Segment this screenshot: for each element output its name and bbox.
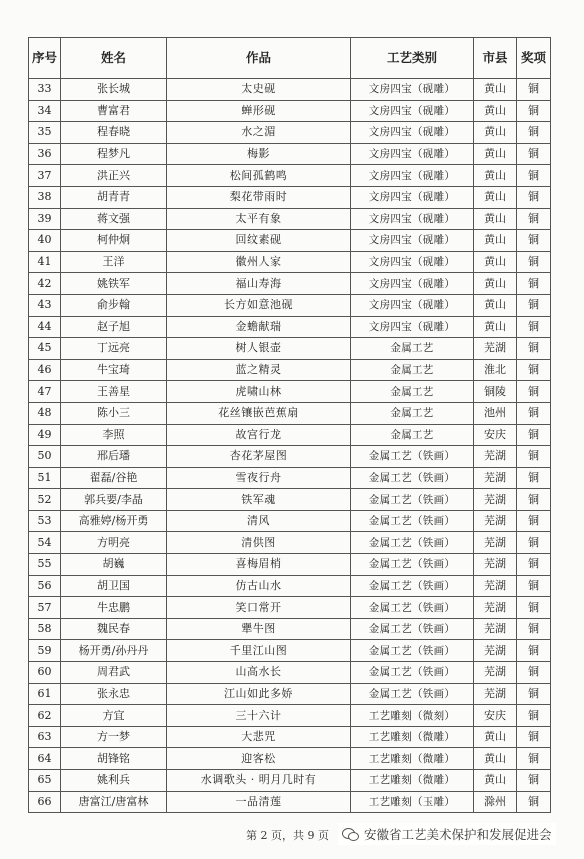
cell-craft: 金属工艺（铁画） — [351, 510, 474, 532]
table-row — [29, 79, 551, 101]
cell-award: 铜 — [517, 251, 551, 273]
cell-index: 49 — [29, 424, 61, 446]
table-row — [29, 381, 551, 403]
cell-index: 60 — [29, 662, 61, 684]
cell-name: 邢后璠 — [61, 446, 167, 468]
cell-award: 铜 — [517, 554, 551, 576]
cell-city: 芜湖 — [474, 662, 517, 684]
cell-work: 蝉形砚 — [167, 100, 351, 122]
cell-city: 池州 — [474, 402, 517, 424]
cell-name: 郭兵要/李晶 — [61, 489, 167, 511]
cell-name: 蒋文强 — [61, 208, 167, 230]
table-row — [29, 597, 551, 619]
cell-city: 淮北 — [474, 359, 517, 381]
cell-award: 铜 — [517, 424, 551, 446]
cell-work: 徽州人家 — [167, 251, 351, 273]
cell-name: 高雅婷/杨开勇 — [61, 510, 167, 532]
cell-craft: 金属工艺（铁画） — [351, 446, 474, 468]
cell-work: 回纹素砚 — [167, 230, 351, 252]
cell-city: 芜湖 — [474, 618, 517, 640]
cell-work: 犟牛图 — [167, 618, 351, 640]
cell-craft: 文房四宝（砚雕） — [351, 208, 474, 230]
table-row — [29, 165, 551, 187]
cell-work: 虎啸山林 — [167, 381, 351, 403]
cell-name: 魏民春 — [61, 618, 167, 640]
cell-award: 铜 — [517, 662, 551, 684]
cell-work: 雪夜行舟 — [167, 467, 351, 489]
cell-work: 太史砚 — [167, 79, 351, 101]
header-name: 姓名 — [61, 38, 167, 79]
cell-craft: 工艺雕刻（微雕） — [351, 748, 474, 770]
page-footer — [0, 823, 584, 847]
cell-name: 唐富江/唐富林 — [61, 791, 167, 813]
table-row — [29, 294, 551, 316]
table-row — [29, 662, 551, 684]
cell-work: 清风 — [167, 510, 351, 532]
cell-name: 姚铁军 — [61, 273, 167, 295]
cell-index: 44 — [29, 316, 61, 338]
cell-name: 方宜 — [61, 705, 167, 727]
cell-index: 40 — [29, 230, 61, 252]
page-number: 第 2 页，共 9 页 — [246, 829, 329, 842]
table-row — [29, 510, 551, 532]
table-row — [29, 618, 551, 640]
cell-work: 山高水长 — [167, 662, 351, 684]
cell-award: 铜 — [517, 510, 551, 532]
cell-award: 铜 — [517, 683, 551, 705]
cell-craft: 金属工艺 — [351, 424, 474, 446]
cell-name: 洪正兴 — [61, 165, 167, 187]
cell-name: 曹富君 — [61, 100, 167, 122]
table-row — [29, 100, 551, 122]
cell-craft: 文房四宝（砚雕） — [351, 316, 474, 338]
cell-city: 黄山 — [474, 770, 517, 792]
table-row — [29, 489, 551, 511]
cell-craft: 工艺雕刻（微雕） — [351, 770, 474, 792]
cell-index: 38 — [29, 186, 61, 208]
cell-award: 铜 — [517, 705, 551, 727]
cell-award: 铜 — [517, 143, 551, 165]
cell-award: 铜 — [517, 338, 551, 360]
cell-index: 46 — [29, 359, 61, 381]
table-row — [29, 273, 551, 295]
cell-name: 周君武 — [61, 662, 167, 684]
cell-city: 铜陵 — [474, 381, 517, 403]
cell-craft: 工艺雕刻（微雕） — [351, 726, 474, 748]
cell-work: 仿古山水 — [167, 575, 351, 597]
cell-work: 清供图 — [167, 532, 351, 554]
cell-craft: 金属工艺（铁画） — [351, 532, 474, 554]
cell-award: 铜 — [517, 230, 551, 252]
cell-craft: 金属工艺 — [351, 381, 474, 403]
cell-work: 一品清莲 — [167, 791, 351, 813]
cell-city: 黄山 — [474, 273, 517, 295]
table-row — [29, 532, 551, 554]
cell-name: 胡卫国 — [61, 575, 167, 597]
cell-award: 铜 — [517, 640, 551, 662]
cell-work: 铁军魂 — [167, 489, 351, 511]
table-row — [29, 251, 551, 273]
cell-name: 杨开勇/孙丹丹 — [61, 640, 167, 662]
table-row — [29, 554, 551, 576]
table-row — [29, 316, 551, 338]
cell-craft: 金属工艺（铁画） — [351, 554, 474, 576]
cell-name: 牛忠鹏 — [61, 597, 167, 619]
table-row — [29, 338, 551, 360]
table-row — [29, 705, 551, 727]
cell-index: 33 — [29, 79, 61, 101]
cell-city: 黄山 — [474, 208, 517, 230]
cell-work: 三十六计 — [167, 705, 351, 727]
cell-award: 铜 — [517, 186, 551, 208]
table-row — [29, 640, 551, 662]
cell-craft: 文房四宝（砚雕） — [351, 251, 474, 273]
cell-city: 芜湖 — [474, 338, 517, 360]
table-row — [29, 726, 551, 748]
cell-city: 黄山 — [474, 726, 517, 748]
cell-award: 铜 — [517, 467, 551, 489]
cell-work: 水之湄 — [167, 122, 351, 144]
cell-index: 65 — [29, 770, 61, 792]
header-index: 序号 — [29, 38, 61, 79]
cell-work: 蓝之精灵 — [167, 359, 351, 381]
cell-name: 程春晓 — [61, 122, 167, 144]
cell-city: 黄山 — [474, 186, 517, 208]
cell-city: 芜湖 — [474, 554, 517, 576]
cell-index: 37 — [29, 165, 61, 187]
cell-award: 铜 — [517, 381, 551, 403]
cell-index: 41 — [29, 251, 61, 273]
cell-city: 黄山 — [474, 230, 517, 252]
cell-craft: 金属工艺 — [351, 402, 474, 424]
cell-index: 43 — [29, 294, 61, 316]
cell-work: 松间孤鹤鸣 — [167, 165, 351, 187]
cell-name: 柯仲炯 — [61, 230, 167, 252]
cell-city: 滁州 — [474, 791, 517, 813]
cell-award: 铜 — [517, 165, 551, 187]
cell-index: 59 — [29, 640, 61, 662]
table-row — [29, 748, 551, 770]
cell-name: 俞步翰 — [61, 294, 167, 316]
cell-name: 牛宝琦 — [61, 359, 167, 381]
cell-award: 铜 — [517, 122, 551, 144]
cell-name: 胡巍 — [61, 554, 167, 576]
cell-work: 故宫行龙 — [167, 424, 351, 446]
table-row — [29, 446, 551, 468]
cell-award: 铜 — [517, 446, 551, 468]
header-work: 作品 — [167, 38, 351, 79]
cell-craft: 文房四宝（砚雕） — [351, 79, 474, 101]
cell-award: 铜 — [517, 273, 551, 295]
cell-craft: 金属工艺（铁画） — [351, 640, 474, 662]
cell-index: 42 — [29, 273, 61, 295]
cell-award: 铜 — [517, 402, 551, 424]
cell-work: 花丝镶嵌芭蕉扇 — [167, 402, 351, 424]
table-row — [29, 770, 551, 792]
cell-work: 杏花茅屋图 — [167, 446, 351, 468]
cell-index: 64 — [29, 748, 61, 770]
cell-index: 50 — [29, 446, 61, 468]
cell-index: 39 — [29, 208, 61, 230]
cell-city: 芜湖 — [474, 575, 517, 597]
cell-index: 48 — [29, 402, 61, 424]
cell-work: 梅影 — [167, 143, 351, 165]
cell-index: 55 — [29, 554, 61, 576]
cell-name: 翟磊/谷艳 — [61, 467, 167, 489]
cell-craft: 文房四宝（砚雕） — [351, 186, 474, 208]
cell-craft: 金属工艺（铁画） — [351, 467, 474, 489]
cell-craft: 金属工艺（铁画） — [351, 489, 474, 511]
cell-city: 黄山 — [474, 316, 517, 338]
table-row — [29, 424, 551, 446]
cell-city: 黄山 — [474, 294, 517, 316]
cell-city: 芜湖 — [474, 467, 517, 489]
cell-name: 胡锋铭 — [61, 748, 167, 770]
cell-craft: 文房四宝（砚雕） — [351, 100, 474, 122]
cell-craft: 工艺雕刻（玉雕） — [351, 791, 474, 813]
cell-name: 李照 — [61, 424, 167, 446]
cell-craft: 金属工艺 — [351, 359, 474, 381]
cell-index: 53 — [29, 510, 61, 532]
header-city: 市县 — [474, 38, 517, 79]
cell-name: 程梦凡 — [61, 143, 167, 165]
table-row — [29, 122, 551, 144]
cell-index: 62 — [29, 705, 61, 727]
cell-city: 安庆 — [474, 705, 517, 727]
cell-index: 52 — [29, 489, 61, 511]
cell-index: 47 — [29, 381, 61, 403]
cell-city: 芜湖 — [474, 597, 517, 619]
cell-index: 51 — [29, 467, 61, 489]
cell-name: 方一梦 — [61, 726, 167, 748]
cell-index: 57 — [29, 597, 61, 619]
cell-city: 安庆 — [474, 424, 517, 446]
cell-city: 芜湖 — [474, 532, 517, 554]
cell-city: 黄山 — [474, 143, 517, 165]
cell-name: 胡青青 — [61, 186, 167, 208]
cell-index: 36 — [29, 143, 61, 165]
cell-name: 姚利兵 — [61, 770, 167, 792]
cell-award: 铜 — [517, 770, 551, 792]
cell-award: 铜 — [517, 575, 551, 597]
cell-work: 金蟾献瑞 — [167, 316, 351, 338]
cell-work: 大悲咒 — [167, 726, 351, 748]
cell-work: 福山寿海 — [167, 273, 351, 295]
cell-index: 34 — [29, 100, 61, 122]
cell-craft: 工艺雕刻（微刻） — [351, 705, 474, 727]
table-row — [29, 402, 551, 424]
cell-city: 黄山 — [474, 165, 517, 187]
table-row — [29, 230, 551, 252]
cell-award: 铜 — [517, 489, 551, 511]
cell-craft: 文房四宝（砚雕） — [351, 294, 474, 316]
cell-index: 61 — [29, 683, 61, 705]
table-row — [29, 359, 551, 381]
award-table — [28, 37, 551, 813]
cell-index: 45 — [29, 338, 61, 360]
header-craft: 工艺类别 — [351, 38, 474, 79]
cell-work: 江山如此多娇 — [167, 683, 351, 705]
cell-work: 树人银壶 — [167, 338, 351, 360]
cell-craft: 文房四宝（砚雕） — [351, 273, 474, 295]
cell-award: 铜 — [517, 208, 551, 230]
cell-award: 铜 — [517, 748, 551, 770]
cell-city: 芜湖 — [474, 683, 517, 705]
table-row — [29, 683, 551, 705]
table-row — [29, 791, 551, 813]
cell-city: 芜湖 — [474, 510, 517, 532]
cell-award: 铜 — [517, 618, 551, 640]
cell-work: 迎客松 — [167, 748, 351, 770]
cell-city: 芜湖 — [474, 489, 517, 511]
cell-award: 铜 — [517, 359, 551, 381]
cell-craft: 金属工艺（铁画） — [351, 575, 474, 597]
cell-city: 黄山 — [474, 122, 517, 144]
cell-city: 黄山 — [474, 79, 517, 101]
cell-craft: 金属工艺（铁画） — [351, 618, 474, 640]
wechat-icon — [342, 827, 360, 841]
table-header-row — [29, 38, 551, 79]
cell-award: 铜 — [517, 726, 551, 748]
cell-craft: 文房四宝（砚雕） — [351, 143, 474, 165]
watermark — [338, 823, 556, 845]
cell-craft: 文房四宝（砚雕） — [351, 122, 474, 144]
cell-name: 张永忠 — [61, 683, 167, 705]
watermark-text: 安徽省工艺美术保护和发展促进会 — [364, 827, 552, 842]
table-row — [29, 186, 551, 208]
cell-name: 王洋 — [61, 251, 167, 273]
cell-name: 陈小三 — [61, 402, 167, 424]
table-row — [29, 143, 551, 165]
cell-name: 丁远亮 — [61, 338, 167, 360]
table-row — [29, 208, 551, 230]
award-table-container — [28, 37, 550, 813]
cell-award: 铜 — [517, 532, 551, 554]
cell-name: 王善星 — [61, 381, 167, 403]
cell-craft: 金属工艺（铁画） — [351, 597, 474, 619]
cell-craft: 文房四宝（砚雕） — [351, 230, 474, 252]
table-row — [29, 467, 551, 489]
cell-work: 梨花带雨时 — [167, 186, 351, 208]
table-body — [29, 79, 551, 813]
cell-work: 太平有象 — [167, 208, 351, 230]
cell-name: 赵子旭 — [61, 316, 167, 338]
cell-work: 长方如意池砚 — [167, 294, 351, 316]
cell-craft: 金属工艺 — [351, 338, 474, 360]
cell-craft: 金属工艺（铁画） — [351, 683, 474, 705]
cell-name: 方明亮 — [61, 532, 167, 554]
cell-craft: 金属工艺（铁画） — [351, 662, 474, 684]
table-row — [29, 575, 551, 597]
cell-work: 笑口常开 — [167, 597, 351, 619]
cell-work: 千里江山图 — [167, 640, 351, 662]
cell-award: 铜 — [517, 100, 551, 122]
cell-index: 54 — [29, 532, 61, 554]
header-award: 奖项 — [517, 38, 551, 79]
cell-craft: 文房四宝（砚雕） — [351, 165, 474, 187]
cell-index: 66 — [29, 791, 61, 813]
cell-index: 58 — [29, 618, 61, 640]
cell-city: 芜湖 — [474, 640, 517, 662]
cell-index: 63 — [29, 726, 61, 748]
cell-name: 张长城 — [61, 79, 167, 101]
cell-city: 芜湖 — [474, 446, 517, 468]
cell-work: 喜梅眉梢 — [167, 554, 351, 576]
cell-city: 黄山 — [474, 251, 517, 273]
cell-award: 铜 — [517, 791, 551, 813]
cell-award: 铜 — [517, 597, 551, 619]
cell-award: 铜 — [517, 294, 551, 316]
cell-award: 铜 — [517, 316, 551, 338]
cell-award: 铜 — [517, 79, 551, 101]
cell-city: 黄山 — [474, 748, 517, 770]
cell-index: 35 — [29, 122, 61, 144]
cell-index: 56 — [29, 575, 61, 597]
cell-city: 黄山 — [474, 100, 517, 122]
cell-work: 水调歌头 · 明月几时有 — [167, 770, 351, 792]
